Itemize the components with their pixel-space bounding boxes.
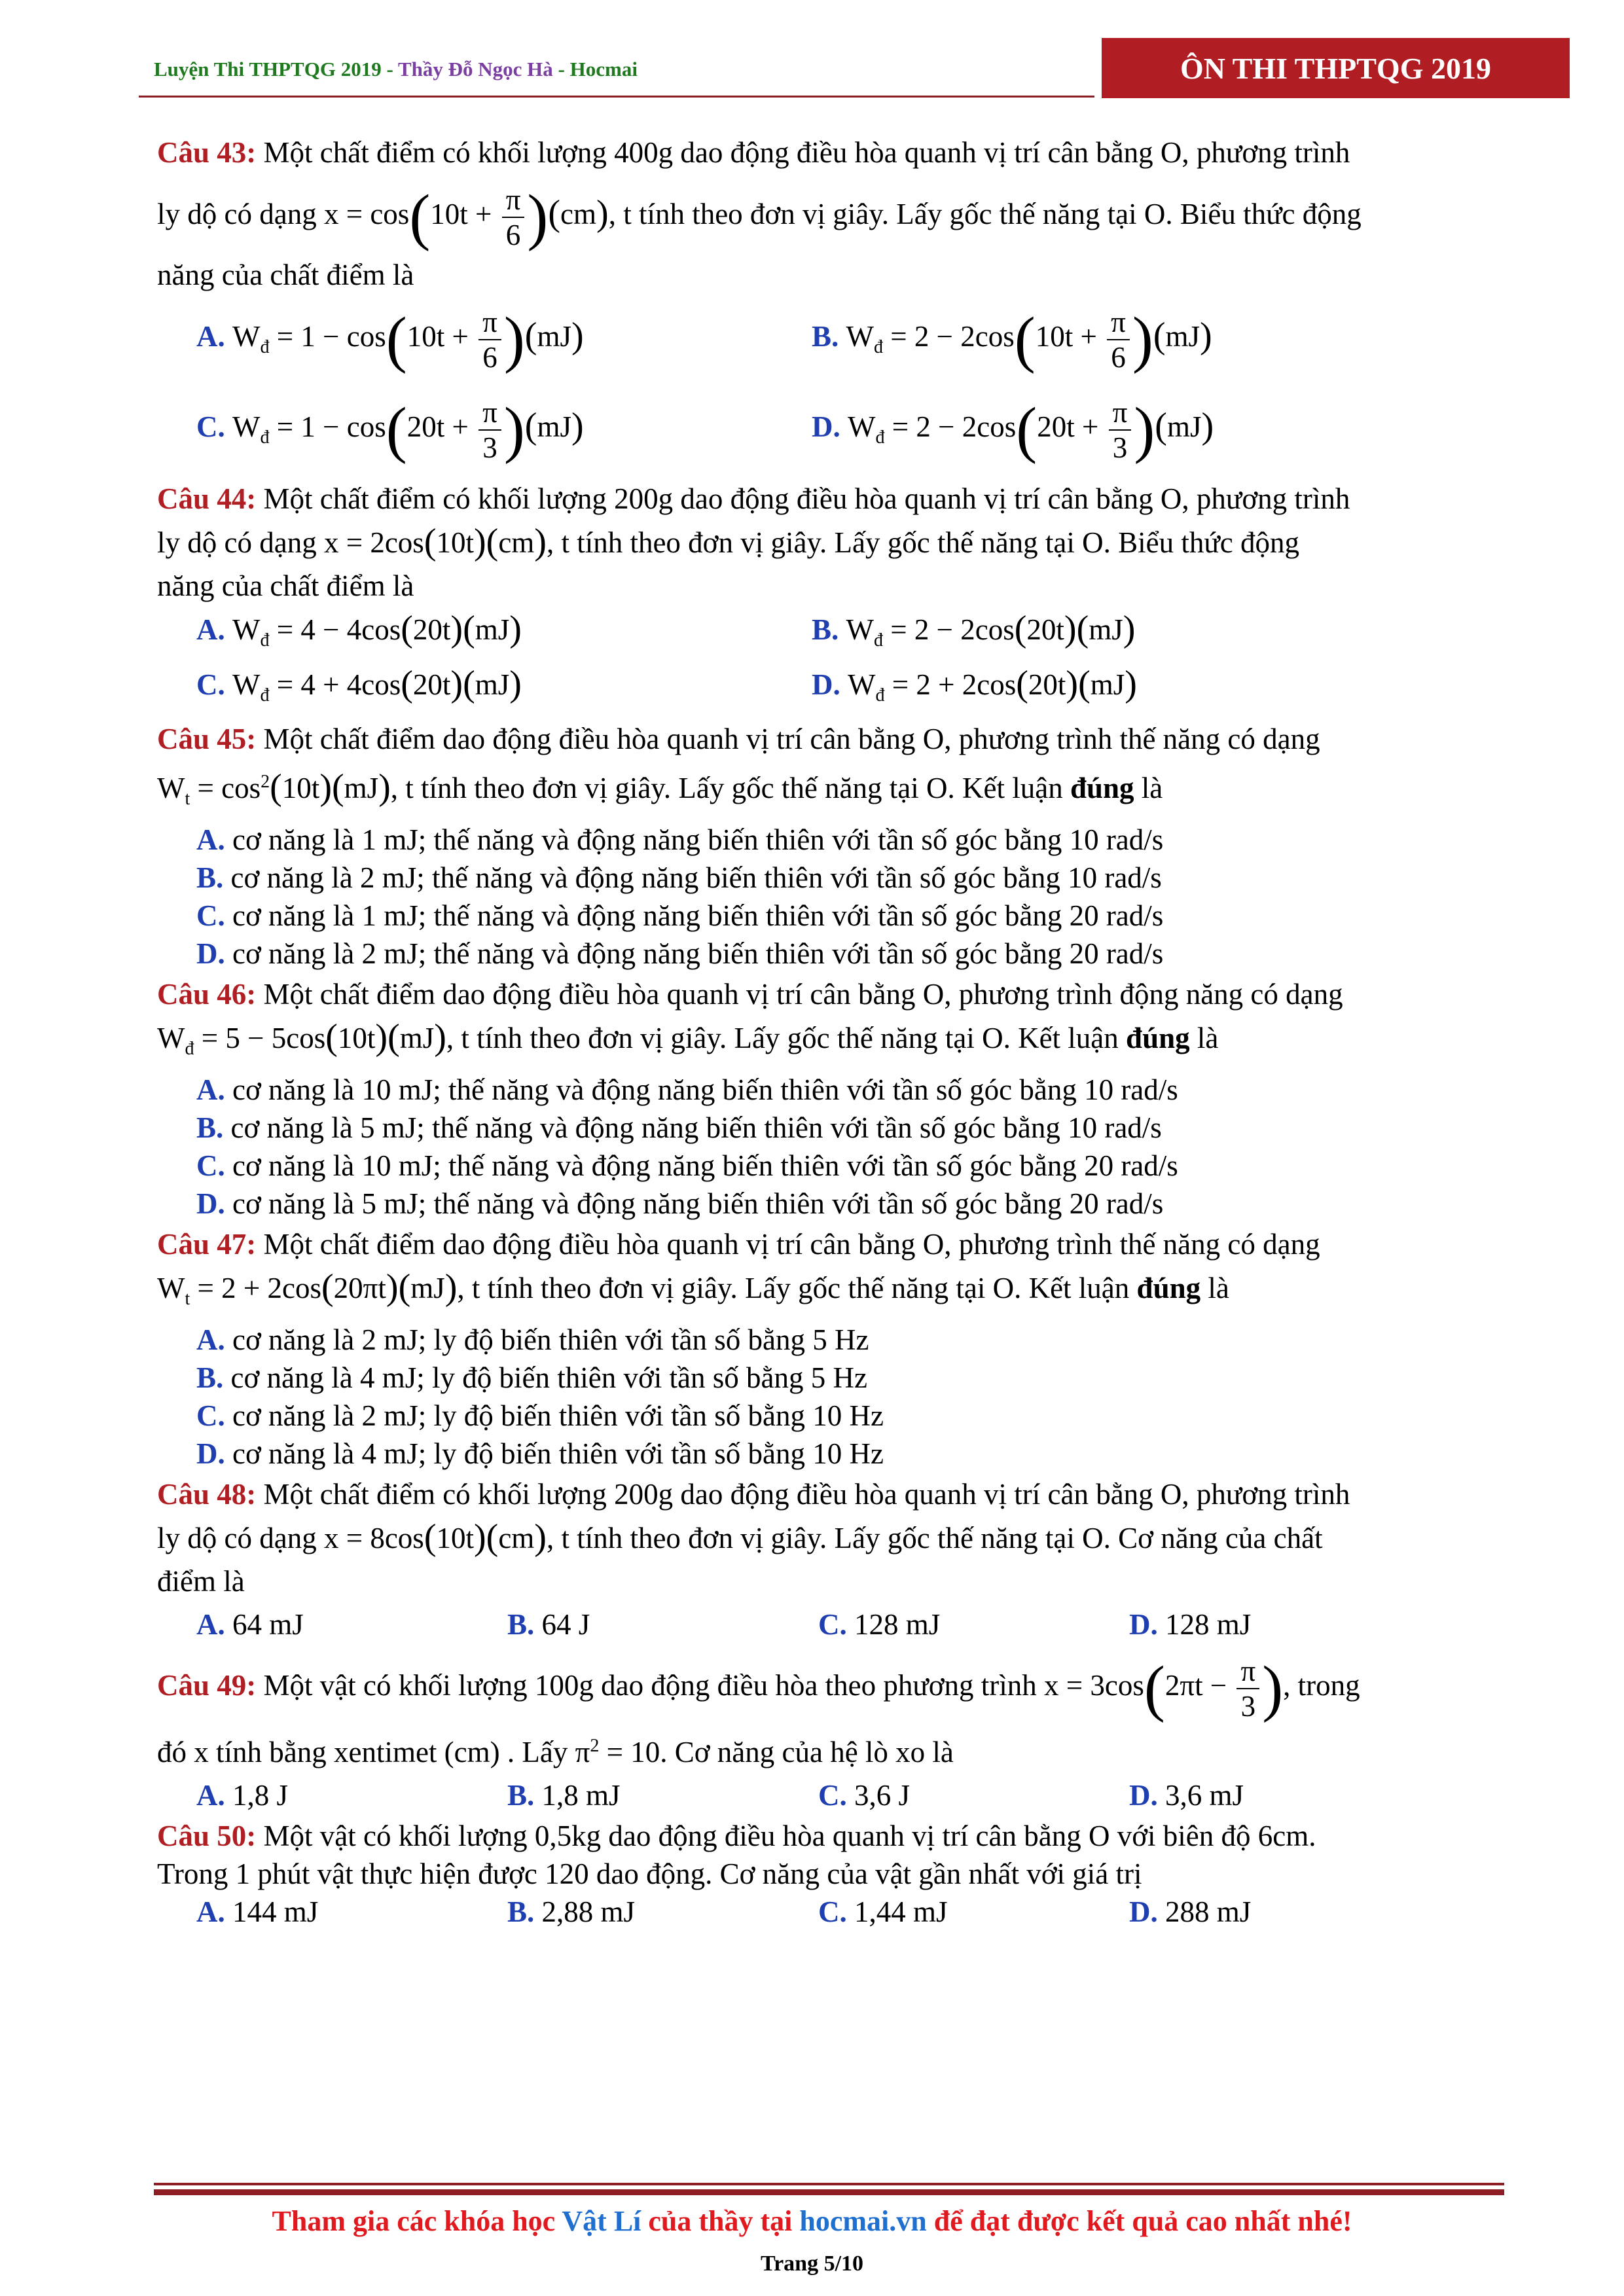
header-teacher: Thầy Đỗ Ngọc Hà [397,58,553,81]
q45-equation: $W_t = \cos^2(10t)(mJ)$ [157,767,391,809]
q44-text-2a: ly dộ có dạng [157,526,324,559]
footer-subject: Vật Lí [562,2205,641,2237]
q44-option-a: A. $W_đ = 4 - 4\cos(20t)(mJ)$ [196,609,522,651]
header-sep-1: - [381,58,398,81]
q50-option-c: C. 1,44 mJ [818,1895,948,1928]
q43-option-b: B. $W_đ = 2 - 2\cos(10t$ + $\frac{\pi}{6}$ )(mJ) [812,304,1212,374]
q45-option-c: C. cơ năng là 1 mJ; thế năng và động năng biến thiên với tần số góc bằng 20 rad/s [196,899,1164,932]
q50-option-a: A. 144 mJ [196,1895,319,1928]
q48-option-b: B. 64 J [507,1608,590,1641]
q44-number: Câu 44: [157,482,257,515]
header-title: ÔN THI THPTQG 2019 [1180,51,1491,85]
footer-site-link[interactable]: hocmai.vn [799,2205,927,2237]
q48-option-a: A. 64 mJ [196,1608,304,1641]
question-49 [157,1646,1492,1817]
q48-text-1: Một chất điểm có khối lượng 200g dao động điều hòa quanh vị trí cân bằng O, phương trình [256,1478,1350,1511]
q43-equation: x = cos(10t + $\frac{\pi}{6}$ )(cm) [323,181,609,252]
q49-pi-equation: $\pi^2 = 10$ [575,1736,660,1768]
q43-text-3: năng của chất điểm là [157,259,414,291]
header-rule [139,96,1094,98]
header-sep-2: - [552,58,570,81]
q49-option-b: B. 1,8 mJ [507,1779,621,1812]
q43-option-c: C. $W_đ = 1 - \cos(20t$ + $\frac{\pi}{3}$ )(mJ) [196,394,584,465]
question-44 [157,477,1492,717]
q48-number: Câu 48: [157,1478,257,1511]
header-org: Hocmai [569,58,638,81]
q49-equation: x = 3cos(2πt − $\frac{\pi}{3}$ ) [1044,1653,1284,1723]
q46-option-a: A. cơ năng là 10 mJ; thế năng và động năng biến thiên với tần số góc bằng 10 rad/s [196,1073,1178,1106]
question-48 [157,1473,1492,1646]
q49-option-c: C. 3,6 J [818,1779,911,1812]
q45-text-2b: , t tính theo đơn vị giây. Lấy gốc thế năng tại O. Kết luận [390,772,1070,804]
footer-rule-thick [154,2189,1504,2195]
question-content [157,131,1492,1931]
q49-number: Câu 49: [157,1669,257,1702]
header-course: Luyện Thi THPTQG 2019 [154,58,382,81]
q49-text-2a: đó x tính bằng xentimet (cm) . Lấy [157,1736,575,1768]
q46-number: Câu 46: [157,978,257,1011]
q45-text-1: Một chất điểm dao động điều hòa quanh vị trí cân bằng O, phương trình thế năng có dạng [256,723,1320,755]
q43-text-2b: , t tính theo đơn vị giây. Lấy gốc thế năng tại O. Biểu thức động [608,198,1362,230]
q48-option-d: D. 128 mJ [1129,1608,1252,1641]
footer-promo: Tham gia các khóa học Vật Lí của thầy tại hocmai.vn để đạt được kết quả cao nhất nhé! [272,2205,1352,2237]
question-45 [157,717,1492,973]
q45-option-d: D. cơ năng là 2 mJ; thế năng và động năng biến thiên với tần số góc bằng 20 rad/s [196,937,1164,970]
q43-option-a: A. $W_đ = 1 - \cos(10t$ + $\frac{\pi}{6}$ )(mJ) [196,304,584,374]
q47-text-2c: là [1200,1272,1229,1304]
q45-text-2c: là [1134,772,1163,804]
q50-option-d: D. 288 mJ [1129,1895,1252,1928]
q47-number: Câu 47: [157,1228,257,1261]
q43-number: Câu 43: [157,136,257,169]
q50-text-2: Trong 1 phút vật thực hiện được 120 dao động. Cơ năng của vật gần nhất với giá trị [157,1857,1142,1890]
q46-text-2c: là [1189,1022,1219,1054]
q48-text-2b: , t tính theo đơn vị giây. Lấy gốc thế năng tại O. Cơ năng của chất [546,1522,1323,1554]
q43-text-1: Một chất điểm có khối lượng 400g dao động điều hòa quanh vị trí cân bằng O, phương trình [256,136,1350,169]
q49-text-1: Một vật có khối lượng 100g dao động điều hòa theo phương trình [256,1669,1044,1702]
q44-text-2b: , t tính theo đơn vị giây. Lấy gốc thế năng tại O. Biểu thức động [546,526,1300,559]
header-title-box [1102,38,1570,98]
q47-option-c: C. cơ năng là 2 mJ; ly độ biến thiên với tần số bằng 10 Hz [196,1399,884,1432]
q43-text-2a: ly dộ có dạng [157,198,324,230]
q47-option-d: D. cơ năng là 4 mJ; ly độ biến thiên với tần số bằng 10 Hz [196,1437,884,1470]
q45-bold: đúng [1070,772,1134,804]
q43-option-d: D. $W_đ = 2 - 2\cos(20t$ + $\frac{\pi}{3}$ )(mJ) [812,394,1214,465]
q49-option-d: D. 3,6 mJ [1129,1779,1244,1812]
question-43 [157,131,1492,477]
q44-text-1: Một chất điểm có khối lượng 200g dao động điều hòa quanh vị trí cân bằng O, phương trình [256,482,1350,515]
q46-option-d: D. cơ năng là 5 mJ; thế năng và động năng biến thiên với tần số góc bằng 20 rad/s [196,1187,1164,1220]
q44-text-3: năng của chất điểm là [157,569,414,602]
q44-option-c: C. $W_đ = 4 + 4\cos(20t)(mJ)$ [196,664,522,706]
q48-text-2a: ly dộ có dạng [157,1522,324,1554]
question-50 [157,1817,1492,1931]
q45-option-b: B. cơ năng là 2 mJ; thế năng và động năng biến thiên với tần số góc bằng 10 rad/s [196,861,1162,894]
q47-equation: $W_t = 2 + 2\cos(20\pi t)(mJ)$ [157,1267,458,1309]
page-number: Trang 5/10 [760,2251,864,2276]
q50-number: Câu 50: [157,1820,257,1852]
q46-option-b: B. cơ năng là 5 mJ; thế năng và động năng biến thiên với tần số góc bằng 10 rad/s [196,1111,1162,1144]
q49-text-1b: , trong [1283,1669,1360,1702]
q47-option-b: B. cơ năng là 4 mJ; ly độ biến thiên với tần số bằng 5 Hz [196,1361,867,1394]
q46-option-c: C. cơ năng là 10 mJ; thế năng và động năng biến thiên với tần số góc bằng 20 rad/s [196,1149,1178,1182]
q50-option-b: B. 2,88 mJ [507,1895,636,1928]
q48-option-c: C. 128 mJ [818,1608,941,1641]
q44-option-d: D. $W_đ = 2 + 2\cos(20t)(mJ)$ [812,664,1137,706]
q48-equation: x = 8cos(10t)(cm) [323,1517,547,1558]
q44-option-b: B. $W_đ = 2 - 2\cos(20t)(mJ)$ [812,609,1136,651]
q45-option-a: A. cơ năng là 1 mJ; thế năng và động năng biến thiên với tần số góc bằng 10 rad/s [196,823,1164,856]
q47-option-a: A. cơ năng là 2 mJ; ly độ biến thiên với tần số bằng 5 Hz [196,1323,869,1356]
q48-text-3: điểm là [157,1565,245,1598]
q49-option-a: A. 1,8 J [196,1779,289,1812]
q47-bold: đúng [1136,1272,1201,1304]
q45-number: Câu 45: [157,723,257,755]
q46-bold: đúng [1126,1022,1190,1054]
question-46 [157,973,1492,1223]
q46-equation: $W_đ = 5 - 5\cos(10t)(mJ)$ [157,1017,446,1059]
q47-text-1: Một chất điểm dao động điều hòa quanh vị trí cân bằng O, phương trình thế năng có dạng [256,1228,1320,1261]
header-left [154,58,638,81]
q46-text-2b: , t tính theo đơn vị giây. Lấy gốc thế năng tại O. Kết luận [446,1022,1127,1054]
footer-rule-thin [154,2183,1504,2185]
q46-text-1: Một chất điểm dao động điều hòa quanh vị trí cân bằng O, phương trình động năng có dạng [256,978,1343,1011]
q49-text-2b: . Cơ năng của hệ lò xo là [660,1736,954,1768]
question-47 [157,1223,1492,1473]
q50-text-1: Một vật có khối lượng 0,5kg dao động điều hòa quanh vị trí cân bằng O với biên độ 6cm. [256,1820,1316,1852]
q47-text-2b: , t tính theo đơn vị giây. Lấy gốc thế năng tại O. Kết luận [457,1272,1137,1304]
q44-equation: x = 2cos(10t)(cm) [323,522,547,562]
